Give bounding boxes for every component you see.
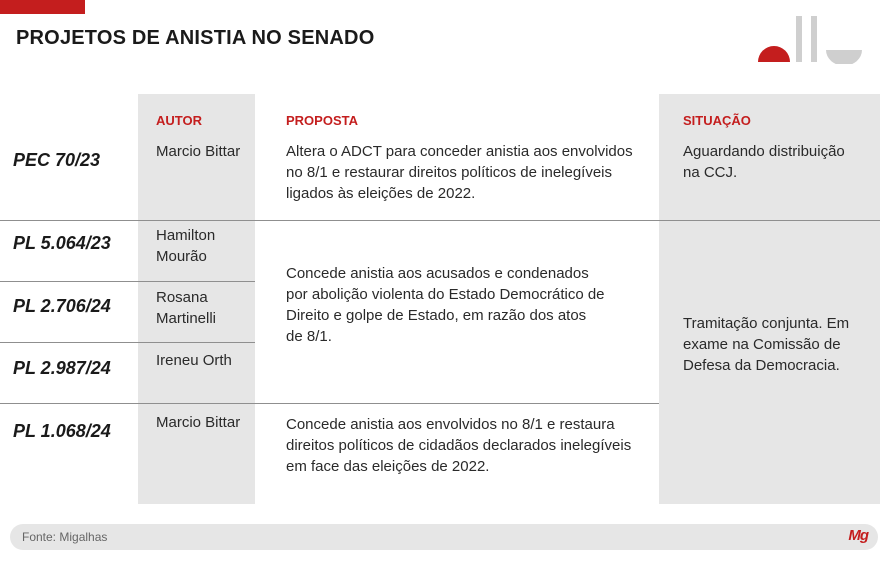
page-title: PROJETOS DE ANISTIA NO SENADO [16,27,375,49]
project-author: Rosana Martinelli [156,289,217,327]
project-author: Marcio Bittar [156,414,241,431]
proposta-text: Altera o ADCT para conceder anistia aos envolvidos no 8/1 e restaurar direitos políticos de inelegíveis ligados às eleições de 2022. [286,143,633,202]
project-id: PL 1.068/24 [13,421,111,441]
project-id: PL 2.706/24 [13,296,111,316]
situacao-text: Aguardando distribuição na CCJ. [683,143,845,181]
project-author: Ireneu Orth [156,352,232,369]
header-situacao: SITUAÇÃO [683,113,751,128]
source-credit: Fonte: Migalhas [22,530,108,544]
footer-bar [10,524,878,550]
project-id: PEC 70/23 [13,150,101,170]
project-author: Hamilton Mourão [156,227,216,265]
project-id: PL 2.987/24 [13,358,111,378]
header-proposta: PROPOSTA [286,113,358,128]
row-divider [0,220,880,221]
brand-logo-icon [756,14,864,64]
row-divider [0,342,255,343]
proposta-text: Concede anistia aos acusados e condenados por abolição violenta do Estado Democrático de Direito e golpe de Estado, em razão dos atos de 8/1. [286,265,605,345]
row-divider [0,403,659,404]
migalhas-logo: Mg [848,527,868,544]
project-author: Marcio Bittar [156,143,241,160]
row-divider [0,281,255,282]
situacao-text: Tramitação conjunta. Em exame na Comissão de Defesa da Democracia. [683,315,850,374]
header-autor: AUTOR [156,113,202,128]
top-accent-bar [0,0,85,14]
proposta-text: Concede anistia aos envolvidos no 8/1 e restaura direitos políticos de cidadãos declarados inelegíveis em face das eleições de 2022. [286,416,632,475]
project-id: PL 5.064/23 [13,233,111,253]
